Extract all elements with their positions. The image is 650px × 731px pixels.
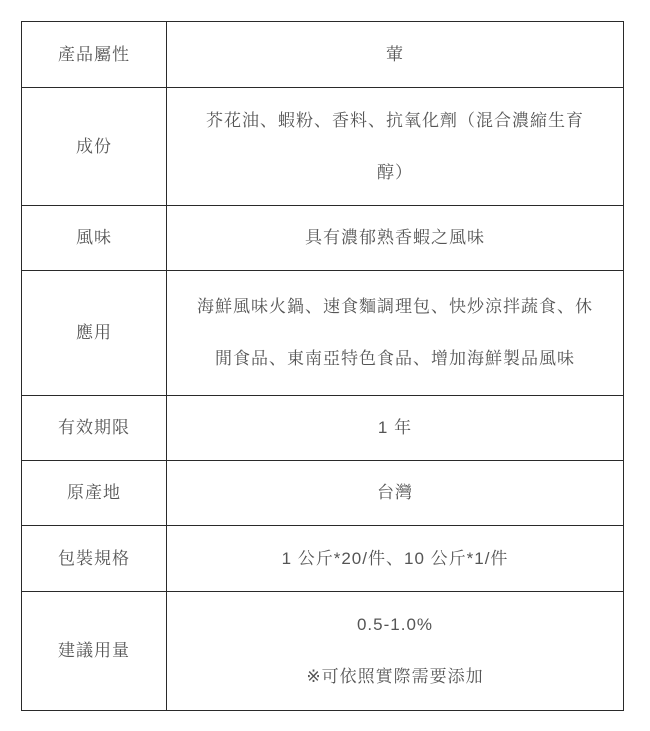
- row-value-line: 芥花油、蝦粉、香料、抗氧化劑（混合濃縮生育: [206, 110, 584, 130]
- value-cell: [167, 206, 624, 271]
- row-suggested-dosage: [22, 592, 624, 711]
- label-cell: [22, 22, 167, 88]
- label-cell: [22, 206, 167, 271]
- row-label: 應用: [76, 323, 112, 342]
- value-cell: [167, 592, 624, 711]
- row-label: 風味: [76, 228, 112, 247]
- row-ingredients: [22, 88, 624, 206]
- row-shelf-life: [22, 396, 624, 461]
- row-value: 葷: [386, 44, 404, 64]
- row-label: 原產地: [67, 483, 121, 502]
- row-label: 產品屬性: [58, 44, 130, 64]
- product-spec-table: [21, 21, 624, 711]
- value-cell: [167, 22, 624, 88]
- label-cell: [22, 461, 167, 526]
- row-flavor: [22, 206, 624, 271]
- value-cell: [167, 526, 624, 592]
- row-label: 有效期限: [58, 418, 130, 437]
- row-value: 台灣: [377, 483, 413, 502]
- row-value-line: 海鮮風味火鍋、速食麵調理包、快炒涼拌蔬食、休: [197, 297, 593, 316]
- row-packaging: [22, 526, 624, 592]
- row-value-line: 閒食品、東南亞特色食品、增加海鮮製品風味: [215, 349, 575, 368]
- value-cell: [167, 461, 624, 526]
- row-product-attribute: [22, 22, 624, 88]
- row-label: 建議用量: [58, 641, 130, 660]
- label-cell: [22, 88, 167, 206]
- row-value-line: 醇）: [377, 162, 413, 182]
- row-value: 1 年: [377, 418, 413, 437]
- value-cell: [167, 271, 624, 396]
- row-label: 成份: [76, 136, 112, 156]
- value-cell: [167, 88, 624, 206]
- label-cell: [22, 396, 167, 461]
- label-cell: [22, 592, 167, 711]
- value-cell: [167, 396, 624, 461]
- row-value: 具有濃郁熟香蝦之風味: [305, 228, 485, 247]
- row-application: [22, 271, 624, 396]
- row-value: 1 公斤*20/件、10 公斤*1/件: [281, 548, 509, 568]
- row-origin: [22, 461, 624, 526]
- label-cell: [22, 271, 167, 396]
- row-value-line: 0.5-1.0%: [356, 615, 434, 634]
- row-value-line: ※可依照實際需要添加: [306, 667, 484, 686]
- row-label: 包裝規格: [58, 548, 130, 568]
- label-cell: [22, 526, 167, 592]
